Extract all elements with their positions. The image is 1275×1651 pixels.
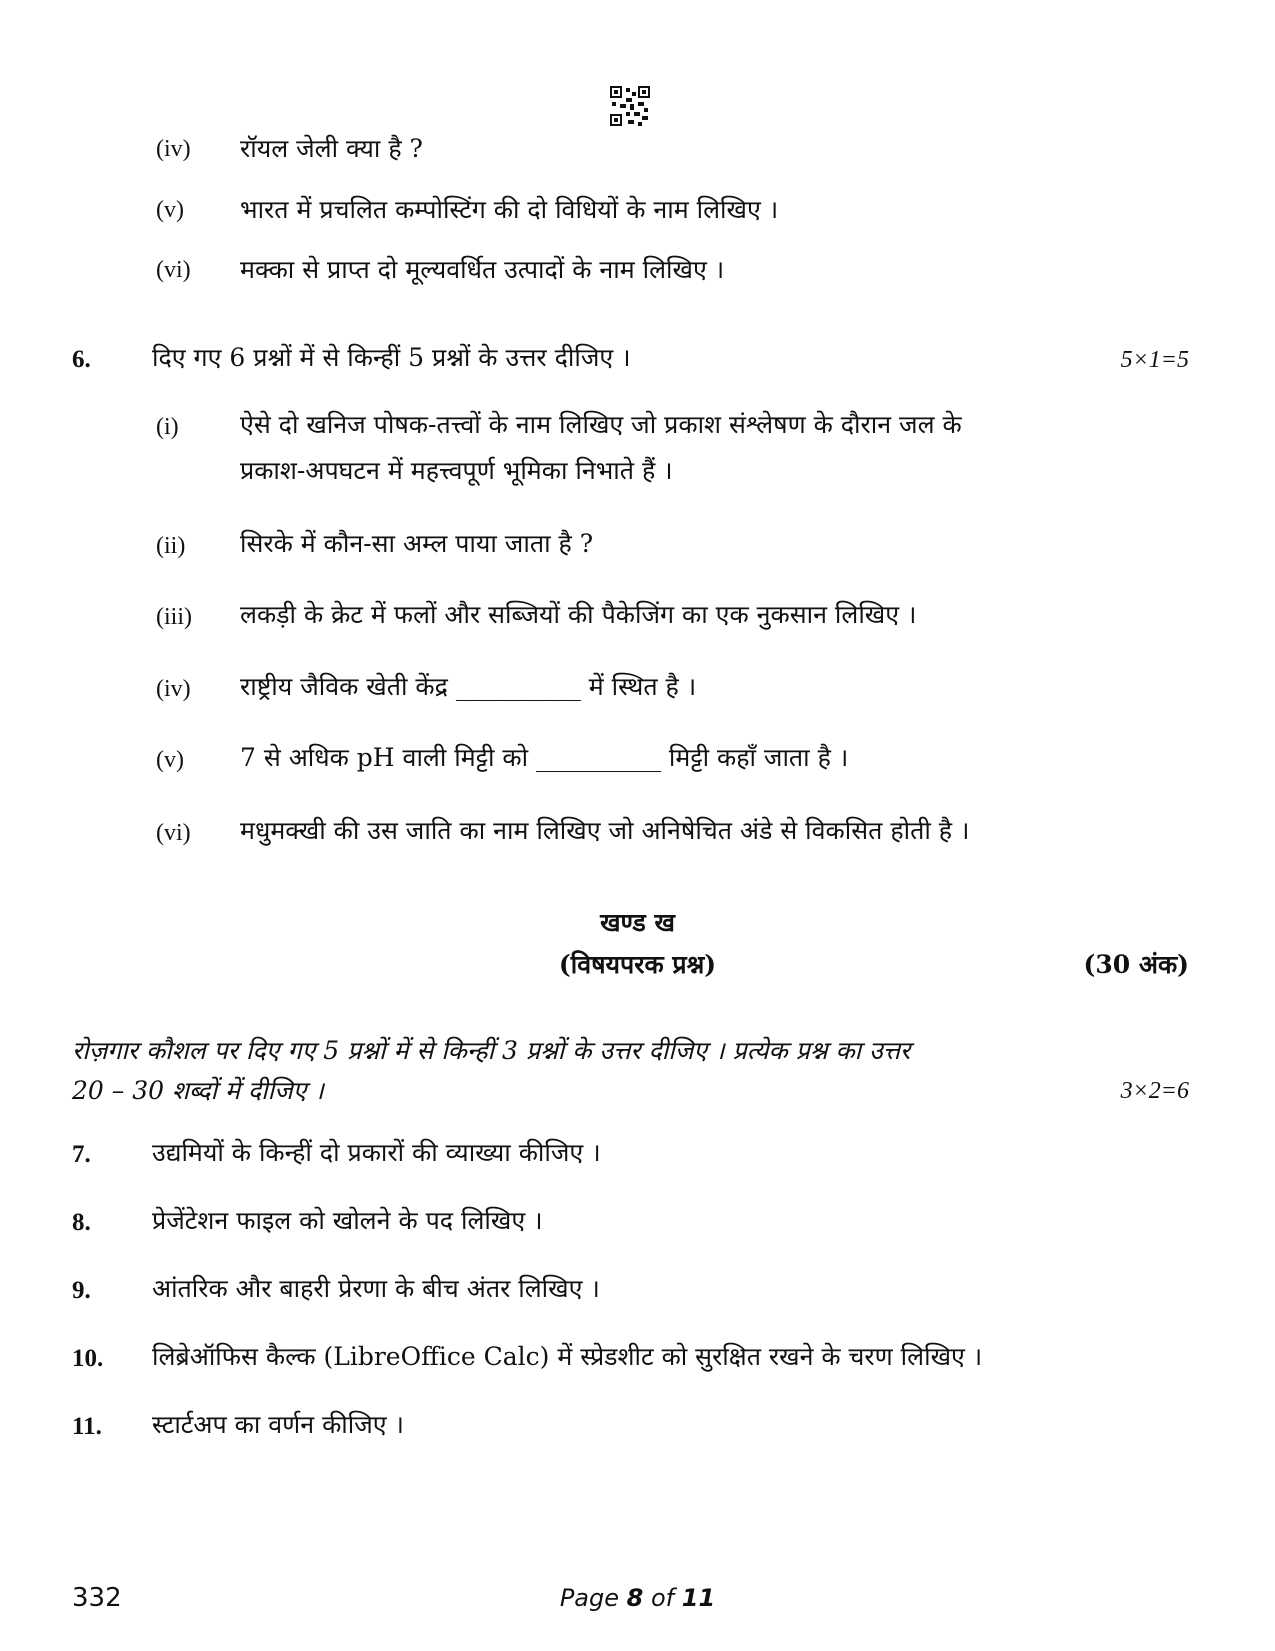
page-total: 11 (681, 1584, 716, 1612)
item-text: रॉयल जेली क्या है ? (240, 134, 423, 163)
item-text: 7 से अधिक pH वाली मिट्टी को __________ मिट्टी कहाँ जाता है । (240, 743, 849, 772)
item-text: लकड़ी के क्रेट में फलों और सब्जियों की पैकेजिंग का एक नुकसान लिखिए । (240, 600, 917, 629)
question-text: प्रेजेंटेशन फाइल को खोलने के पद लिखिए । (152, 1206, 543, 1235)
item-text-line2: प्रकाश-अपघटन में महत्त्वपूर्ण भूमिका निभाते हैं । (240, 456, 673, 485)
page-number (0, 1584, 1275, 1612)
section-subtitle: (विषयपरक प्रश्न) (558, 950, 717, 979)
marks-label: 5×1=5 (1120, 347, 1189, 373)
question-number: 8. (72, 1209, 91, 1236)
item-number: (vi) (156, 257, 191, 283)
question-number: 10. (72, 1345, 104, 1372)
question-text: उद्यमियों के किन्हीं दो प्रकारों की व्याख्या कीजिए । (152, 1138, 601, 1167)
section-title: खण्ड ख (600, 908, 675, 937)
instruction-marks: 3×2=6 (1120, 1078, 1189, 1104)
item-text: राष्ट्रीय जैविक खेती केंद्र __________ में स्थित है । (240, 672, 697, 701)
item-number: (i) (156, 414, 179, 440)
item-text: भारत में प्रचलित कम्पोस्टिंग की दो विधियों के नाम लिखिए । (240, 195, 779, 224)
item-number: (iv) (156, 676, 191, 702)
item-text: मधुमक्खी की उस जाति का नाम लिखिए जो अनिषेचित अंडे से विकसित होती है । (240, 816, 970, 845)
question-number: 7. (72, 1141, 91, 1168)
item-number: (vi) (156, 820, 191, 846)
page-word: Page (559, 1584, 619, 1612)
item-number: (v) (156, 197, 184, 223)
section-marks: (30 अंक) (1083, 950, 1189, 979)
item-number: (iii) (156, 604, 192, 630)
item-number: (ii) (156, 533, 186, 559)
item-number: (v) (156, 747, 184, 773)
question-text: लिब्रेऑफिस कैल्क (LibreOffice Calc) में स्प्रेडशीट को सुरक्षित रखने के चरण लिखिए । (152, 1342, 983, 1371)
page-current: 8 (626, 1584, 644, 1612)
question-text: स्टार्टअप का वर्णन कीजिए । (152, 1410, 405, 1439)
item-text-line1: ऐसे दो खनिज पोषक-तत्त्वों के नाम लिखिए जो प्रकाश संश्लेषण के दौरान जल के (240, 410, 962, 439)
question-number: 9. (72, 1277, 91, 1304)
section-instruction-line1: रोज़गार कौशल पर दिए गए 5 प्रश्नों में से किन्हीं 3 प्रश्नों के उत्तर दीजिए । प्रत्येक प्रश्न का उत्तर (72, 1036, 911, 1065)
item-text: सिरके में कौन-सा अम्ल पाया जाता है ? (240, 529, 594, 558)
page-of: of (650, 1584, 675, 1612)
item-text: मक्का से प्राप्त दो मूल्यवर्धित उत्पादों के नाम लिखिए । (240, 255, 725, 284)
question-number: 6. (72, 346, 91, 373)
question-number: 11. (72, 1413, 102, 1440)
paper-code: 332 (72, 1583, 122, 1613)
section-instruction-line2: 20 – 30 शब्दों में दीजिए । (72, 1076, 324, 1105)
question-text: दिए गए 6 प्रश्नों में से किन्हीं 5 प्रश्नों के उत्तर दीजिए । (152, 343, 631, 372)
item-number: (iv) (156, 136, 191, 162)
question-text: आंतरिक और बाहरी प्रेरणा के बीच अंतर लिखिए । (152, 1274, 600, 1303)
qr-code-icon (610, 86, 650, 126)
